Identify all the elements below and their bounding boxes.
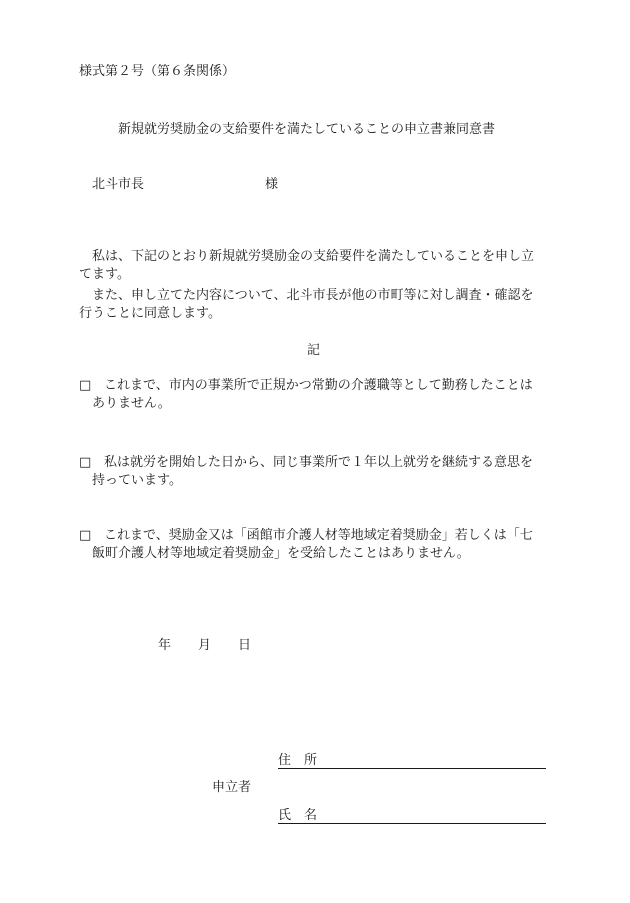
- address-field[interactable]: [278, 768, 546, 769]
- checklist-item-3-line-2: 飯町介護人材等地域定着奨励金」を受給したことはありません。: [92, 546, 470, 561]
- checklist-item: [79, 377, 555, 413]
- checklist-item-3-line-1: これまで、奨励金又は「函館市介護人材等地域定着奨励金」若しくは「七: [104, 528, 533, 543]
- checklist-item-2-line-1: 私は就労を開始した日から、同じ事業所で１年以上就労を継続する意思を: [104, 455, 534, 470]
- checkbox-3[interactable]: □: [79, 528, 92, 543]
- name-label: 氏 名: [278, 808, 318, 823]
- consent-line-2: 行うことに同意します。: [79, 306, 221, 321]
- checklist-item-2-line-2: 持っています。: [92, 473, 182, 488]
- honorific: 様: [265, 177, 279, 192]
- intro-line-2: てます。: [79, 267, 130, 282]
- checklist-item-1-line-1: これまで、市内の事業所で正規かつ常勤の介護職等として勤務したことは: [104, 378, 533, 393]
- name-field[interactable]: [278, 823, 546, 824]
- consent-line-1: また、申し立てた内容について、北斗市長が他の市町等に対し調査・確認を: [92, 288, 534, 303]
- date-year: 年: [158, 638, 172, 653]
- address-label: 住 所: [278, 753, 318, 768]
- checkbox-2[interactable]: □: [79, 455, 92, 470]
- applicant-label: 申立者: [212, 780, 252, 795]
- date-day: 日: [238, 638, 252, 653]
- form-number: 様式第２号（第６条関係）: [79, 64, 236, 79]
- recipient: 北斗市長: [92, 177, 145, 192]
- checklist-item: [79, 527, 555, 563]
- ki-heading: 記: [307, 343, 321, 358]
- document-title: 新規就労奨励金の支給要件を満たしていることの申立書兼同意書: [118, 122, 496, 137]
- checklist-item: [79, 454, 555, 490]
- consent-paragraph: [79, 287, 555, 323]
- date-month: 月: [198, 638, 212, 653]
- checkbox-1[interactable]: □: [79, 378, 92, 393]
- intro-line-1: 私は、下記のとおり新規就労奨励金の支給要件を満たしていることを申し立: [92, 249, 535, 264]
- intro-paragraph: [79, 248, 555, 284]
- checklist-item-1-line-2: ありません。: [92, 396, 171, 411]
